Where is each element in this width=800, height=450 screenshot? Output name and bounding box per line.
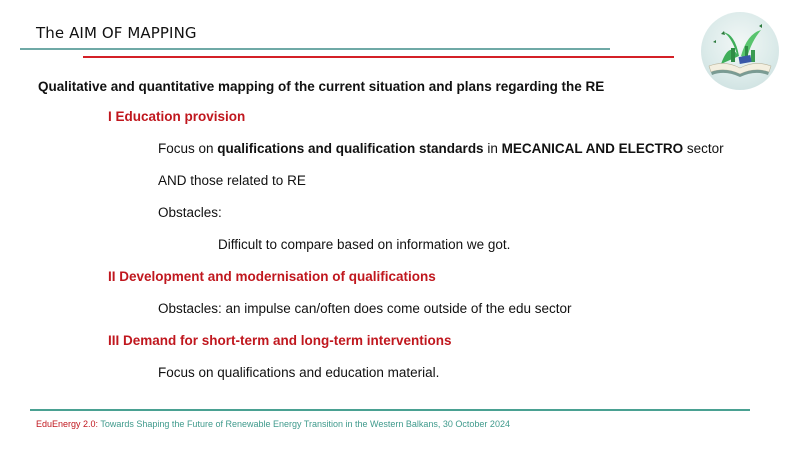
section-1-focus [158,141,724,156]
footer-text: Towards Shaping the Future of Renewable Energy Transition in the Western Balkans, 30 October 2024 [98,419,510,429]
focus-mid: in [483,141,502,156]
section-1-and-related: AND those related to RE [158,173,306,188]
footer [36,419,510,429]
book-renewable-energy-icon [701,12,779,90]
title-underline-teal [20,48,610,50]
section-1-difficult: Difficult to compare based on information we got. [218,237,511,252]
footer-brand: EduEnergy 2.0: [36,419,99,429]
logo-image [701,12,779,90]
section-1-obstacles: Obstacles: [158,205,222,220]
section-1-label: I Education provision [108,109,246,124]
section-2-label: II Development and modernisation of qualifications [108,269,436,284]
focus-bold-text: qualifications and qualification standards [217,141,484,156]
section-3-label: III Demand for short-term and long-term interventions [108,333,452,348]
section-3-focus: Focus on qualifications and education material. [158,365,440,380]
slide-title: The AIM OF MAPPING [36,24,197,42]
section-2-obstacles: Obstacles: an impulse can/often does come outside of the edu sector [158,301,572,316]
focus-prefix: Focus on [158,141,218,156]
footer-divider [30,409,750,411]
focus-suffix: sector [683,141,724,156]
focus-sector: MECANICAL AND ELECTRO [501,141,684,156]
slide-heading: Qualitative and quantitative mapping of the current situation and plans regarding the RE [38,79,605,94]
title-underline-red [83,56,674,58]
